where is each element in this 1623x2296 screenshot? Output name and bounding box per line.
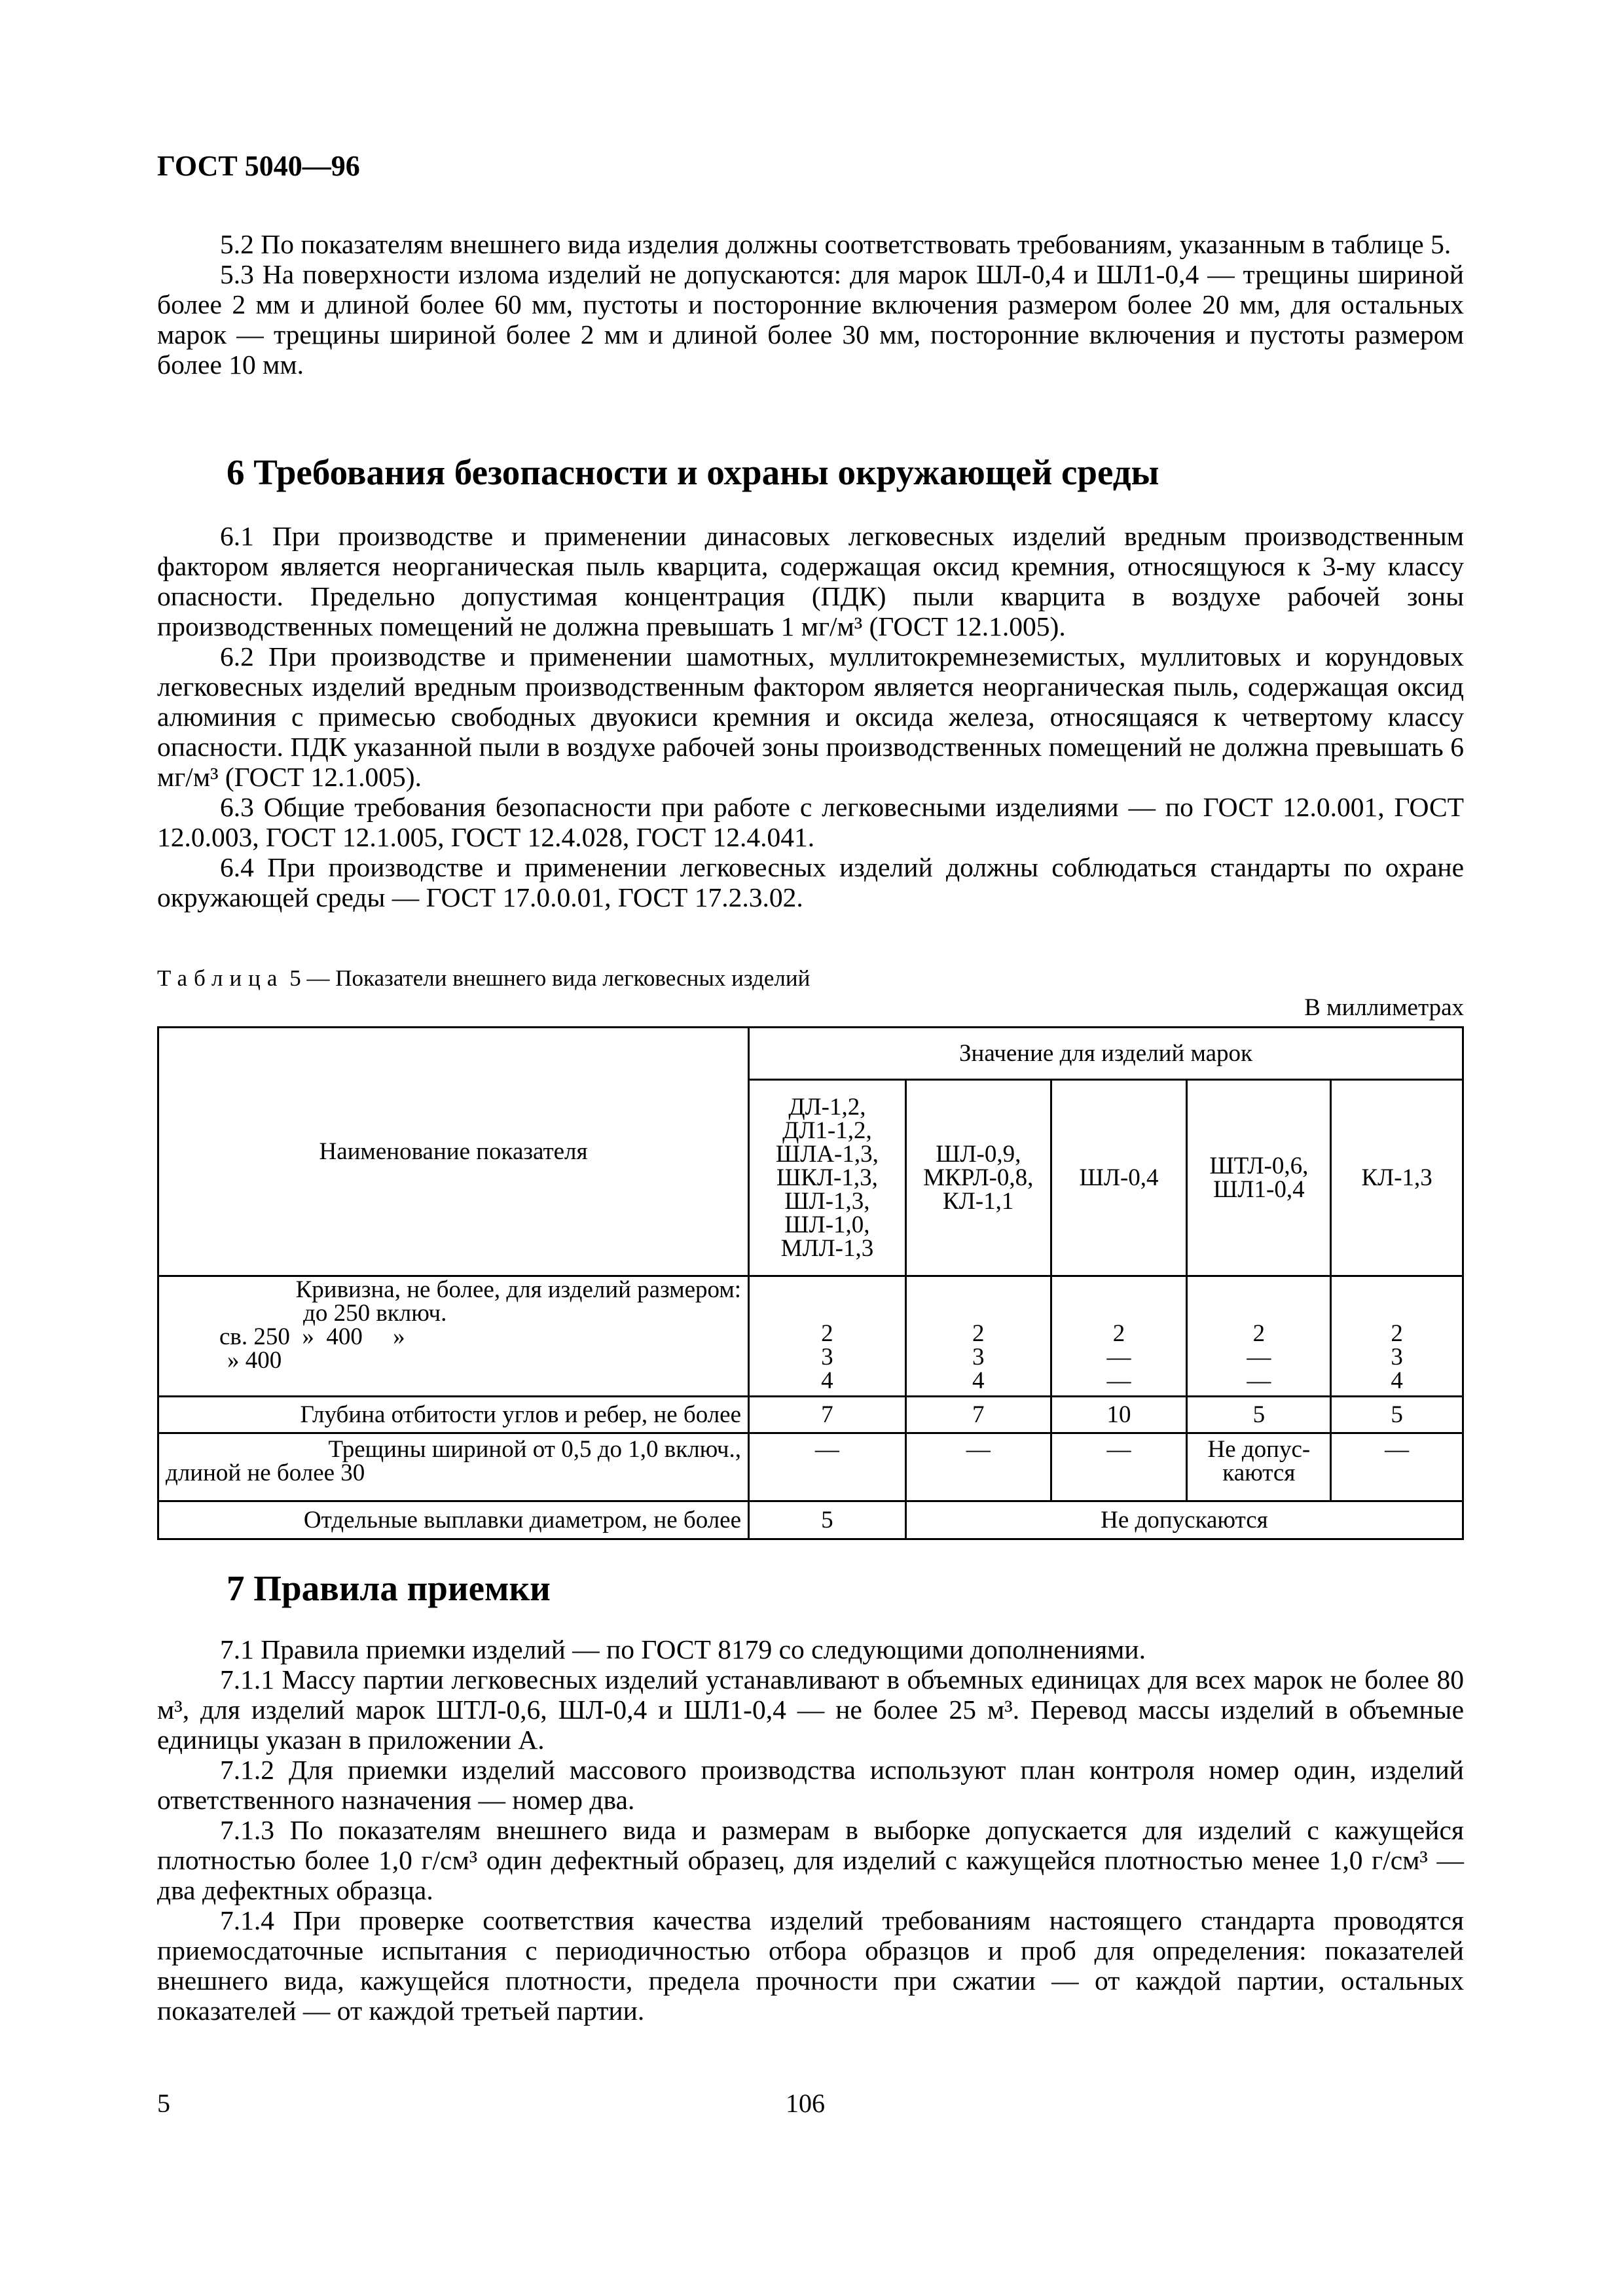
section6-title: 6 Требования безопасности и охраны окружающей среды (227, 452, 1159, 492)
table-cell: 10 (1051, 1397, 1187, 1433)
table-header-group: Значение для изделий марок (749, 1028, 1463, 1080)
paragraph-5-2: 5.2 По показателям внешнего вида изделия должны соответствовать требованиям, указанным в таблице 5. (220, 229, 1451, 259)
table-row (158, 1433, 1463, 1501)
table-header-name: Наименование показателя (158, 1028, 749, 1276)
row-curvature-name: Кривизна, не более, для изделий размером: до 250 включ. св. 250 » 400 » » 400 (158, 1276, 749, 1397)
page-number-left: 5 (157, 2089, 170, 2118)
table-cell: 2 3 4 (749, 1276, 906, 1397)
table-row (158, 1397, 1463, 1433)
table-unit: В миллиметрах (1304, 994, 1464, 1021)
section7-title: 7 Правила приемки (227, 1568, 551, 1608)
row-chipping-name: Глубина отбитости углов и ребер, не более (158, 1397, 749, 1433)
table-cell: — (1331, 1433, 1463, 1501)
paragraph-6-1: 6.1 При производстве и применении динасовых легковесных изделий вредным производственным фактором является неорганическая пыль кварцита, содержащая оксид кремния, относящуюся к 3-му классу опасности. Предельно допустимая концентрация (ПДК) пыли кварцита в воздухе рабочей зоны производственных помещений не должна превышать 1 мг/м³ (ГОСТ 12.1.005). (157, 521, 1464, 641)
table-col-3: ШЛ-0,4 (1051, 1080, 1187, 1276)
paragraph-7-1-3: 7.1.3 По показателям внешнего вида и размерам в выборке допускается для изделий с кажущейся плотностью более 1,0 г/см³ один дефектный образец, для изделий с кажущейся плотностью менее 1,0 г/см³ — два дефектных образца. (157, 1815, 1464, 1905)
table-5 (157, 1026, 1464, 1540)
table-cell: 7 (905, 1397, 1051, 1433)
table-cell: 2 3 4 (1331, 1276, 1463, 1397)
table-row (158, 1501, 1463, 1539)
table-cell: 2 — — (1051, 1276, 1187, 1397)
paragraph-6-4: 6.4 При производстве и применении легковесных изделий должны соблюдаться стандарты по охране окружающей среды — ГОСТ 17.0.0.01, ГОСТ 17.2.3.02. (157, 852, 1464, 912)
table-col-5: КЛ-1,3 (1331, 1080, 1463, 1276)
row-cracks-name: Трещины шириной от 0,5 до 1,0 включ., длиной не более 30 (158, 1433, 749, 1501)
table-cell: — (1051, 1433, 1187, 1501)
table-cell: 2 — — (1187, 1276, 1331, 1397)
table-cell-merged: Не допускаются (905, 1501, 1463, 1539)
section7-body (157, 1634, 1464, 2026)
table-caption-word: Таблица (157, 965, 284, 991)
paragraph-5-3: 5.3 На поверхности излома изделий не допускаются: для марок ШЛ-0,4 и ШЛ1-0,4 — трещины шириной более 2 мм и длиной более 60 мм, пустоты и посторонние включения размером более 20 мм, для остальных марок — трещины шириной более 2 мм и длиной более 30 мм, посторонние включения и пустоты размером более 10 мм. (157, 259, 1464, 380)
table-cell: 7 (749, 1397, 906, 1433)
table-cell-not-allowed: Не допус- каются (1187, 1433, 1331, 1501)
table-col-4: ШТЛ-0,6, ШЛ1-0,4 (1187, 1080, 1331, 1276)
table-cell: — (749, 1433, 906, 1501)
section6-body (157, 521, 1464, 912)
row-fusions-name: Отдельные выплавки диаметром, не более (158, 1501, 749, 1539)
table-cell: 5 (1331, 1397, 1463, 1433)
paragraph-7-1-1: 7.1.1 Массу партии легковесных изделий устанавливают в объемных единицах для всех марок не более 80 м³, для изделий марок ШТЛ-0,6, ШЛ-0,4 и ШЛ1-0,4 — не более 25 м³. Перевод массы изделий в объемные единицы указан в приложении А. (157, 1664, 1464, 1755)
table-col-1: ДЛ-1,2, ДЛ1-1,2, ШЛА-1,3, ШКЛ-1,3, ШЛ-1,3, ШЛ-1,0, МЛЛ-1,3 (749, 1080, 906, 1276)
table-caption (157, 965, 810, 992)
table-cell: 5 (1187, 1397, 1331, 1433)
table-cell: 2 3 4 (905, 1276, 1051, 1397)
paragraph-7-1-2: 7.1.2 Для приемки изделий массового производства используют план контроля номер один, изделий ответственного назначения — номер два. (157, 1755, 1464, 1815)
table-col-2: ШЛ-0,9, МКРЛ-0,8, КЛ-1,1 (905, 1080, 1051, 1276)
paragraph-7-1: 7.1 Правила приемки изделий — по ГОСТ 8179 со следующими дополнениями. (220, 1634, 1146, 1664)
standard-code: ГОСТ 5040—96 (157, 150, 360, 182)
paragraph-6-2: 6.2 При производстве и применении шамотных, муллитокремнеземистых, муллитовых и корундовых легковесных изделий вредным производственным фактором является неорганическая пыль, содержащая оксид алюминия с примесью свободных двуокиси кремния и оксида железа, относящаяся к четвертому классу опасности. ПДК указанной пыли в воздухе рабочей зоны производственных помещений не должна превышать 6 мг/м³ (ГОСТ 12.1.005). (157, 641, 1464, 792)
section5-continuation (157, 229, 1464, 380)
table-row (158, 1276, 1463, 1397)
paragraph-6-3: 6.3 Общие требования безопасности при работе с легковесными изделиями — по ГОСТ 12.0.001, ГОСТ 12.0.003, ГОСТ 12.1.005, ГОСТ 12.4.028, ГОСТ 12.4.041. (157, 792, 1464, 852)
table-caption-text: 5 — Показатели внешнего вида легковесных изделий (289, 965, 811, 991)
table-cell: 5 (749, 1501, 906, 1539)
paragraph-7-1-4: 7.1.4 При проверке соответствия качества изделий требованиям настоящего стандарта проводятся приемосдаточные испытания с периодичностью отбора образцов и проб для определения: показателей внешнего вида, кажущейся плотности, предела прочности при сжатии — от каждой партии, остальных показателей — от каждой третьей партии. (157, 1905, 1464, 2026)
page-number-center: 106 (786, 2089, 825, 2118)
table-cell: — (905, 1433, 1051, 1501)
